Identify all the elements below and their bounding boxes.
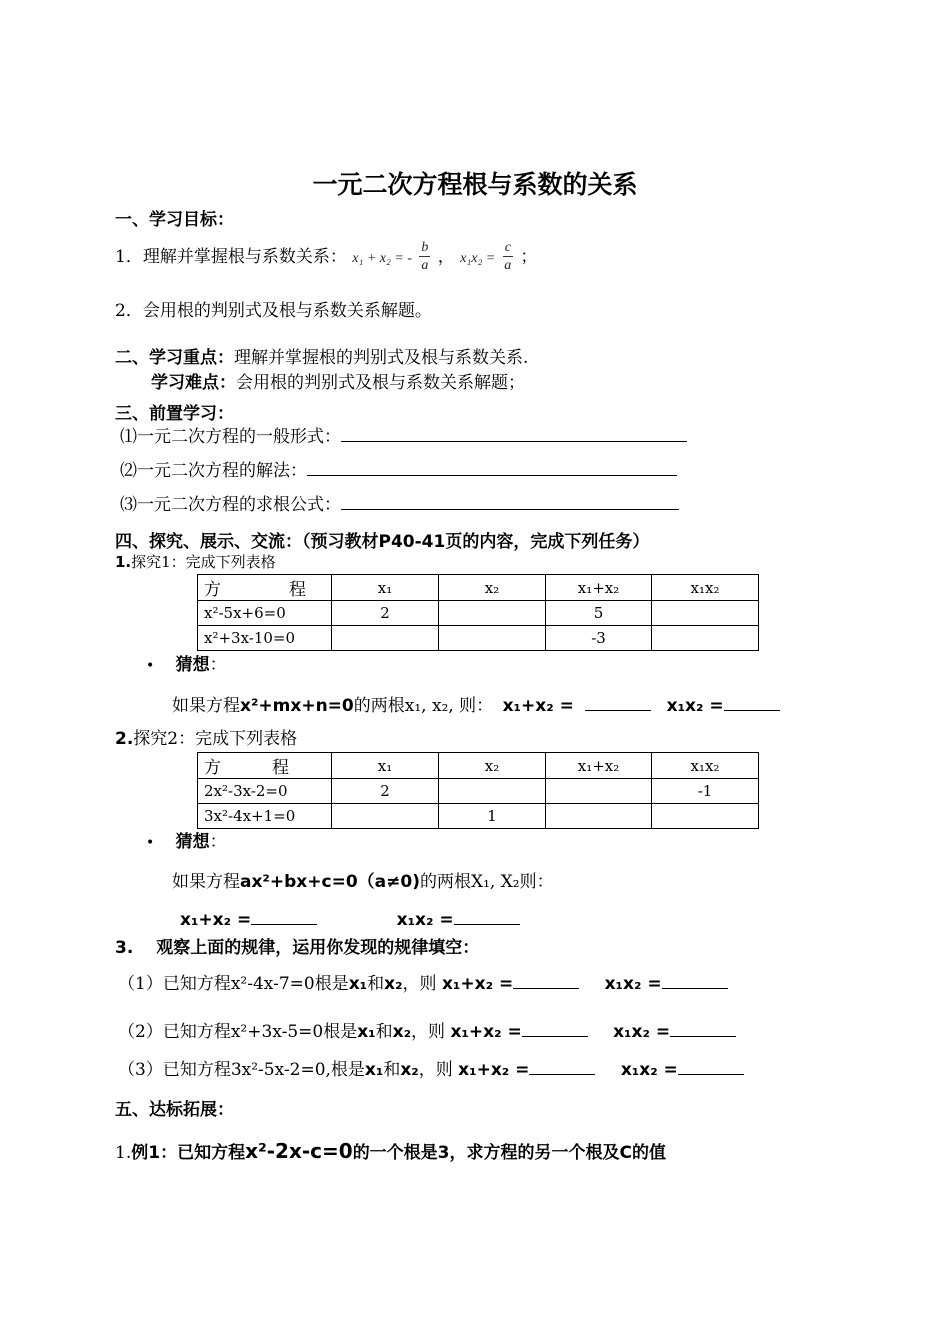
answer-blank[interactable] bbox=[454, 908, 520, 925]
root-x2: x₂ bbox=[400, 1060, 419, 1080]
cell-equation: 3x²-4x+1=0 bbox=[198, 804, 332, 829]
example-1-equation: x²-2x-c=0 bbox=[245, 1139, 353, 1163]
fraction-numerator: b bbox=[421, 240, 429, 255]
and-word: 和 bbox=[383, 1060, 401, 1080]
cell-x1[interactable] bbox=[332, 804, 439, 829]
header-x2: x₂ bbox=[439, 753, 546, 779]
question-2-pre: （2）已知方程 bbox=[118, 1022, 231, 1042]
formula-sum: x₁ + x₂ = - bbox=[352, 251, 412, 266]
sum-label: x₁+x₂ = bbox=[458, 1060, 530, 1080]
table-header-row bbox=[198, 575, 759, 601]
explore-3-heading: 3. 观察上面的规律，运用你发现的规律填空： bbox=[115, 938, 480, 958]
bullet-icon: • bbox=[146, 835, 155, 851]
header-sum: x₁+x₂ bbox=[546, 753, 652, 779]
fraction-denominator: a bbox=[421, 258, 429, 273]
goal-item-2: 2．会用根的判别式及根与系数关系解题。 bbox=[115, 301, 432, 321]
header-sum: x₁+x₂ bbox=[546, 575, 652, 601]
guess-2-colon: ： bbox=[209, 832, 227, 852]
answer-blank[interactable] bbox=[307, 459, 677, 476]
product-label: x₁x₂ = bbox=[604, 974, 662, 994]
question-3-mid: 根是 bbox=[330, 1060, 365, 1080]
cell-product[interactable]: -1 bbox=[652, 779, 759, 804]
guess-2-equation: ax²+bx+c=0（a≠0) bbox=[240, 872, 420, 892]
fill-question-2 bbox=[118, 1020, 736, 1042]
guess-1-equation: x²+mx+n=0 bbox=[240, 696, 354, 716]
item-end: ； bbox=[520, 247, 538, 267]
guess-2-pre: 如果方程 bbox=[172, 872, 240, 892]
section-heading-explore: 四、探究、展示、交流：（预习教材P40-41页的内容，完成下列任务） bbox=[115, 532, 650, 552]
answer-blank[interactable] bbox=[251, 908, 317, 925]
guess-1-product-label: x₁x₂ = bbox=[666, 696, 724, 716]
cell-sum[interactable] bbox=[546, 804, 652, 829]
cell-product[interactable] bbox=[652, 804, 759, 829]
cell-x1[interactable] bbox=[332, 626, 439, 651]
table-explore-2 bbox=[197, 752, 759, 829]
example-1-post: 的一个根是3，求方程的另一个根及C的值 bbox=[352, 1143, 666, 1163]
example-1-number: 1. bbox=[115, 1143, 132, 1163]
then-word: ，则 bbox=[411, 1022, 446, 1042]
answer-blank[interactable] bbox=[585, 694, 651, 711]
root-x1: x₁ bbox=[348, 974, 368, 994]
root-x1: x₁ bbox=[364, 1060, 384, 1080]
difficulty-text: 会用根的判别式及根与系数关系解题； bbox=[236, 373, 525, 393]
question-3-pre: （3）已知方程 bbox=[118, 1060, 231, 1080]
guess-1-heading bbox=[146, 655, 227, 676]
guess-1-colon: ： bbox=[209, 655, 227, 675]
and-word: 和 bbox=[375, 1022, 393, 1042]
explore-2-number: 2. bbox=[115, 729, 134, 749]
answer-blank[interactable] bbox=[670, 1020, 736, 1037]
difficulty-label: 学习难点： bbox=[151, 373, 236, 393]
question-3-equation: 3x²-5x-2=0, bbox=[230, 1060, 331, 1080]
guess-2-statement bbox=[172, 872, 554, 892]
cell-x2[interactable]: 1 bbox=[439, 804, 546, 829]
question-2-equation: x²+3x-5=0 bbox=[230, 1022, 324, 1042]
cell-x2[interactable] bbox=[439, 626, 546, 651]
explore-1-label bbox=[115, 552, 276, 572]
answer-blank[interactable] bbox=[341, 425, 687, 442]
guess-2-product-label: x₁x₂ = bbox=[396, 910, 454, 930]
cell-equation: x²-5x+6=0 bbox=[198, 601, 332, 626]
preview-q2 bbox=[120, 459, 677, 481]
goal-item-1-text: 1．理解并掌握根与系数关系： bbox=[115, 247, 347, 267]
guess-1-mid: 的两根x₁, x₂, 则： bbox=[353, 696, 494, 716]
section-heading-goals: 一、学习目标： bbox=[115, 210, 234, 230]
table-explore-1 bbox=[197, 574, 759, 651]
header-product: x₁x₂ bbox=[652, 575, 759, 601]
root-x1: x₁ bbox=[357, 1022, 376, 1042]
answer-blank[interactable] bbox=[341, 493, 679, 510]
explore-1-number: 1. bbox=[115, 553, 132, 571]
and-word: 和 bbox=[367, 974, 385, 994]
product-label: x₁x₂ = bbox=[613, 1022, 671, 1042]
then-word: ，则 bbox=[418, 1060, 453, 1080]
explore-2-text: 探究2：完成下列表格 bbox=[133, 729, 298, 749]
guess-1-pre: 如果方程 bbox=[172, 696, 240, 716]
preview-q1-text: ⑴一元二次方程的一般形式： bbox=[120, 427, 341, 447]
sum-label: x₁+x₂ = bbox=[441, 974, 514, 994]
fraction-b-over-a bbox=[419, 240, 430, 275]
explore-1-text: 探究1：完成下列表格 bbox=[131, 553, 276, 571]
cell-product[interactable] bbox=[652, 601, 759, 626]
guess-1-sum-label: x₁+x₂ = bbox=[502, 696, 574, 716]
cell-equation: 2x²-3x-2=0 bbox=[198, 779, 332, 804]
question-1-mid: 根是 bbox=[314, 974, 349, 994]
guess-1-label: 猜想 bbox=[175, 655, 210, 675]
answer-blank[interactable] bbox=[662, 972, 728, 989]
guess-1-statement bbox=[172, 694, 780, 716]
bullet-icon: • bbox=[146, 658, 155, 674]
header-x1: x₁ bbox=[332, 753, 439, 779]
fraction-denominator: a bbox=[504, 258, 512, 273]
table-row bbox=[198, 804, 759, 829]
preview-q2-text: ⑵一元二次方程的解法： bbox=[120, 461, 307, 481]
preview-q1 bbox=[120, 425, 687, 447]
question-2-mid: 根是 bbox=[323, 1022, 358, 1042]
cell-sum[interactable] bbox=[546, 779, 652, 804]
key-point bbox=[115, 348, 528, 368]
table-row bbox=[198, 779, 759, 804]
fraction-numerator: c bbox=[504, 240, 511, 255]
table-header-row bbox=[198, 753, 759, 779]
product-label: x₁x₂ = bbox=[620, 1060, 678, 1080]
root-x2: x₂ bbox=[392, 1022, 412, 1042]
answer-blank[interactable] bbox=[724, 694, 780, 711]
preview-q3-text: ⑶一元二次方程的求根公式： bbox=[120, 495, 341, 515]
section-heading-preview: 三、前置学习： bbox=[115, 404, 234, 424]
table-row bbox=[198, 626, 759, 651]
fraction-c-over-a bbox=[503, 240, 513, 275]
sum-label: x₁+x₂ = bbox=[450, 1022, 522, 1042]
example-1-pre: 例1：已知方程 bbox=[131, 1143, 246, 1163]
root-x2: x₂ bbox=[384, 974, 403, 994]
guess-2-label: 猜想 bbox=[175, 832, 210, 852]
question-1-equation: x²-4x-7=0 bbox=[230, 974, 315, 994]
cell-product[interactable] bbox=[652, 626, 759, 651]
answer-blank[interactable] bbox=[513, 972, 579, 989]
goal-item-1 bbox=[115, 240, 537, 275]
fill-question-3 bbox=[118, 1058, 744, 1080]
table-row bbox=[198, 601, 759, 626]
guess-2-mid: 的两根X₁, X₂则： bbox=[419, 872, 554, 892]
separator: ， bbox=[437, 247, 455, 267]
fill-question-1 bbox=[118, 972, 728, 994]
question-1-pre: （1）已知方程 bbox=[118, 974, 231, 994]
cell-x2[interactable] bbox=[439, 601, 546, 626]
header-equation: 方 程 bbox=[198, 575, 332, 601]
key-point-text: 理解并掌握根的判别式及根与系数关系. bbox=[234, 348, 529, 368]
example-1 bbox=[115, 1141, 666, 1163]
then-word: ，则 bbox=[402, 974, 437, 994]
section-heading-key: 二、学习重点： bbox=[115, 348, 234, 368]
preview-q3 bbox=[120, 493, 679, 515]
guess-2-heading bbox=[146, 832, 227, 853]
header-equation: 方 程 bbox=[198, 753, 332, 779]
difficulty-point bbox=[151, 373, 525, 393]
header-x1: x₁ bbox=[332, 575, 439, 601]
cell-x2[interactable] bbox=[439, 779, 546, 804]
guess-2-answers bbox=[180, 908, 520, 930]
explore-2-label bbox=[115, 729, 297, 749]
header-product: x₁x₂ bbox=[652, 753, 759, 779]
page-title: 一元二次方程根与系数的关系 bbox=[312, 170, 638, 199]
cell-sum[interactable]: -3 bbox=[546, 626, 652, 651]
answer-blank[interactable] bbox=[529, 1058, 595, 1075]
guess-2-sum-label: x₁+x₂ = bbox=[180, 910, 252, 930]
header-x2: x₂ bbox=[439, 575, 546, 601]
cell-x1[interactable]: 2 bbox=[332, 601, 439, 626]
section-heading-extension: 五、达标拓展： bbox=[115, 1100, 234, 1120]
cell-x1[interactable]: 2 bbox=[332, 779, 439, 804]
formula-product: x₁x₂ = bbox=[460, 251, 496, 266]
answer-blank[interactable] bbox=[678, 1058, 744, 1075]
cell-sum[interactable]: 5 bbox=[546, 601, 652, 626]
answer-blank[interactable] bbox=[522, 1020, 588, 1037]
cell-equation: x²+3x-10=0 bbox=[198, 626, 332, 651]
